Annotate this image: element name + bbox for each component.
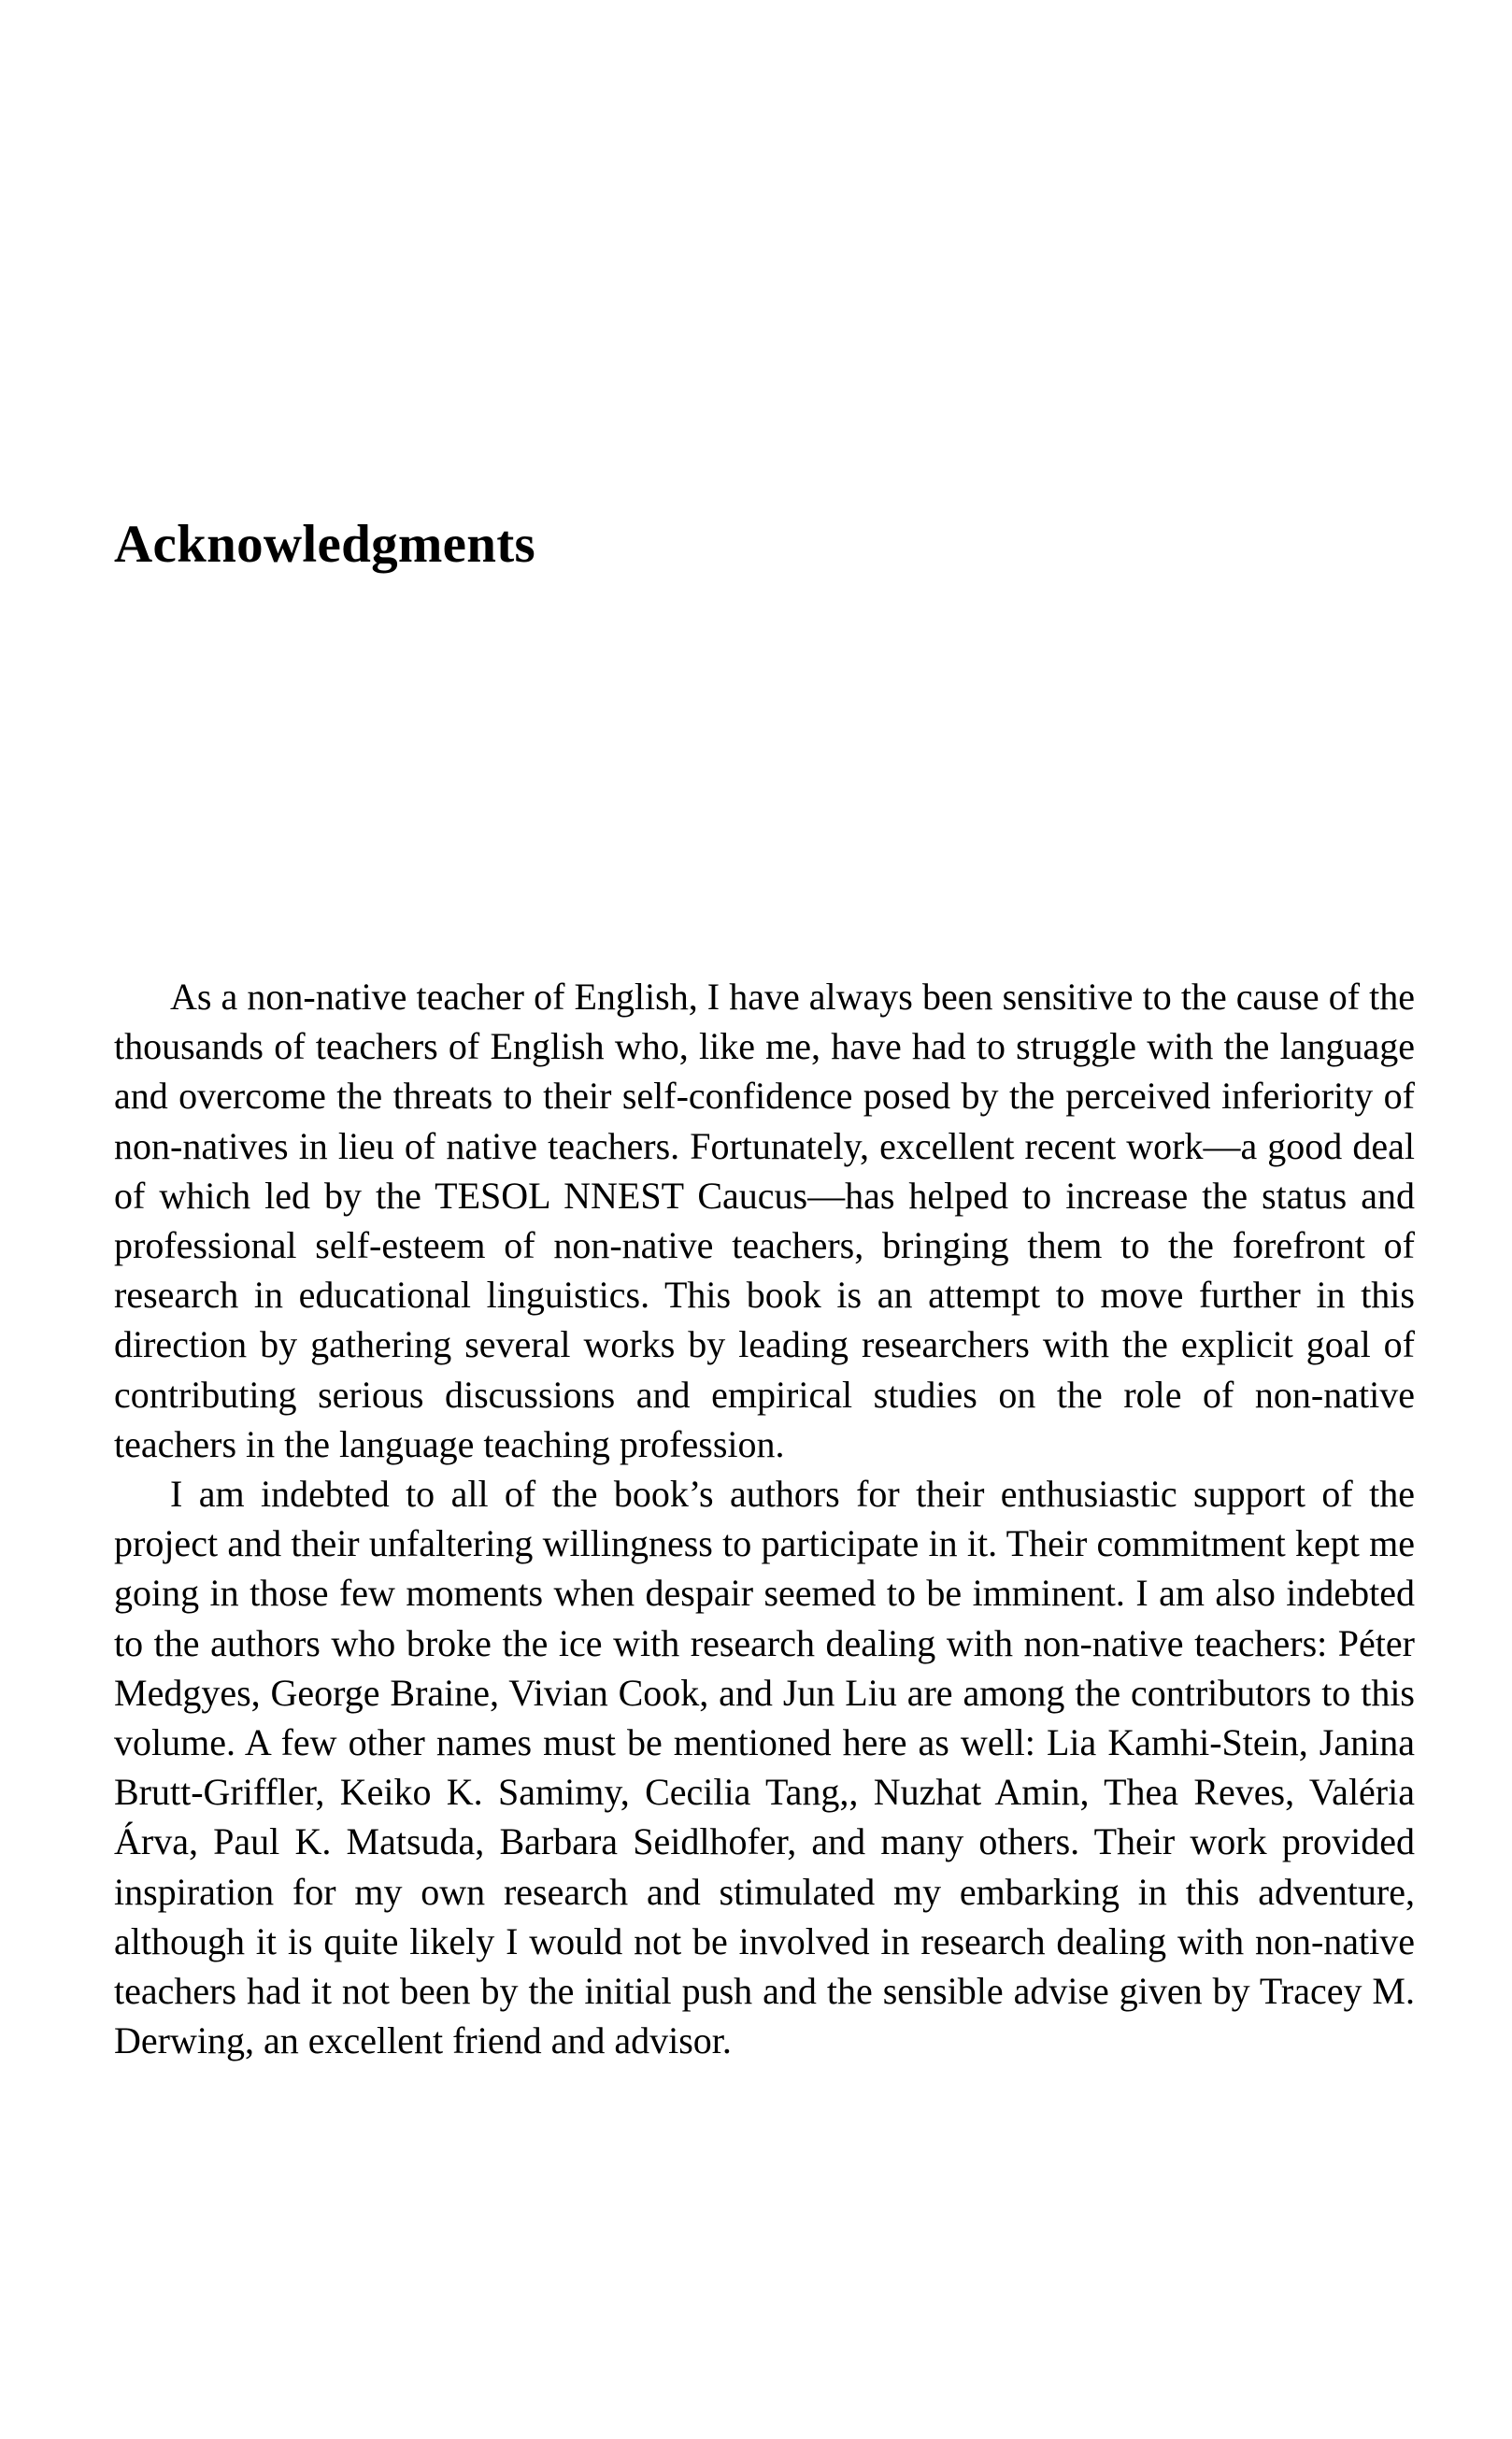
page-title: Acknowledgments xyxy=(114,515,536,574)
paragraph-1: As a non-native teacher of English, I have always been sensitive to the cause of the thousands of teachers of English who, like me, have had to struggle with the language and overcome the threats to their self-confidence posed by the perceived inferiority of non-natives in lieu of native teachers. Fortunately, excellent recent work—a good deal of which led by the TESOL NNEST Caucus—has helped to increase the status and professional self-esteem of non-native teachers, bringing them to the forefront of research in educational linguistics. This book is an attempt to move further in this direction by gathering several works by leading researchers with the explicit goal of contributing serious discussions and empirical studies on the role of non-native teachers in the language teaching profession. xyxy=(114,976,1415,1465)
paragraph-2: I am indebted to all of the book’s authors for their enthusiastic support of the project and their unfaltering willingness to participate in it. Their commitment kept me going in those few moments when despair seemed to be imminent. I am also indebted to the authors who broke the ice with research dealing with non-native teachers: Péter Medgyes, George Braine, Vivian Cook, and Jun Liu are among the contributors to this volume. A few other names must be mentioned here as well: Lia Kamhi-Stein, Janina Brutt-Griffler, Keiko K. Samimy, Cecilia Tang,, Nuzhat Amin, Thea Reves, Valéria Árva, Paul K. Matsuda, Barbara Seidlhofer, and many others. Their work provided inspiration for my own research and stimulated my embarking in this adventure, although it is quite likely I would not be involved in research dealing with non-native teachers had it not been by the initial push and the sensible advise given by Tracey M. Derwing, an excellent friend and advisor. xyxy=(114,1473,1415,2062)
acknowledgments-body xyxy=(114,972,1415,2065)
